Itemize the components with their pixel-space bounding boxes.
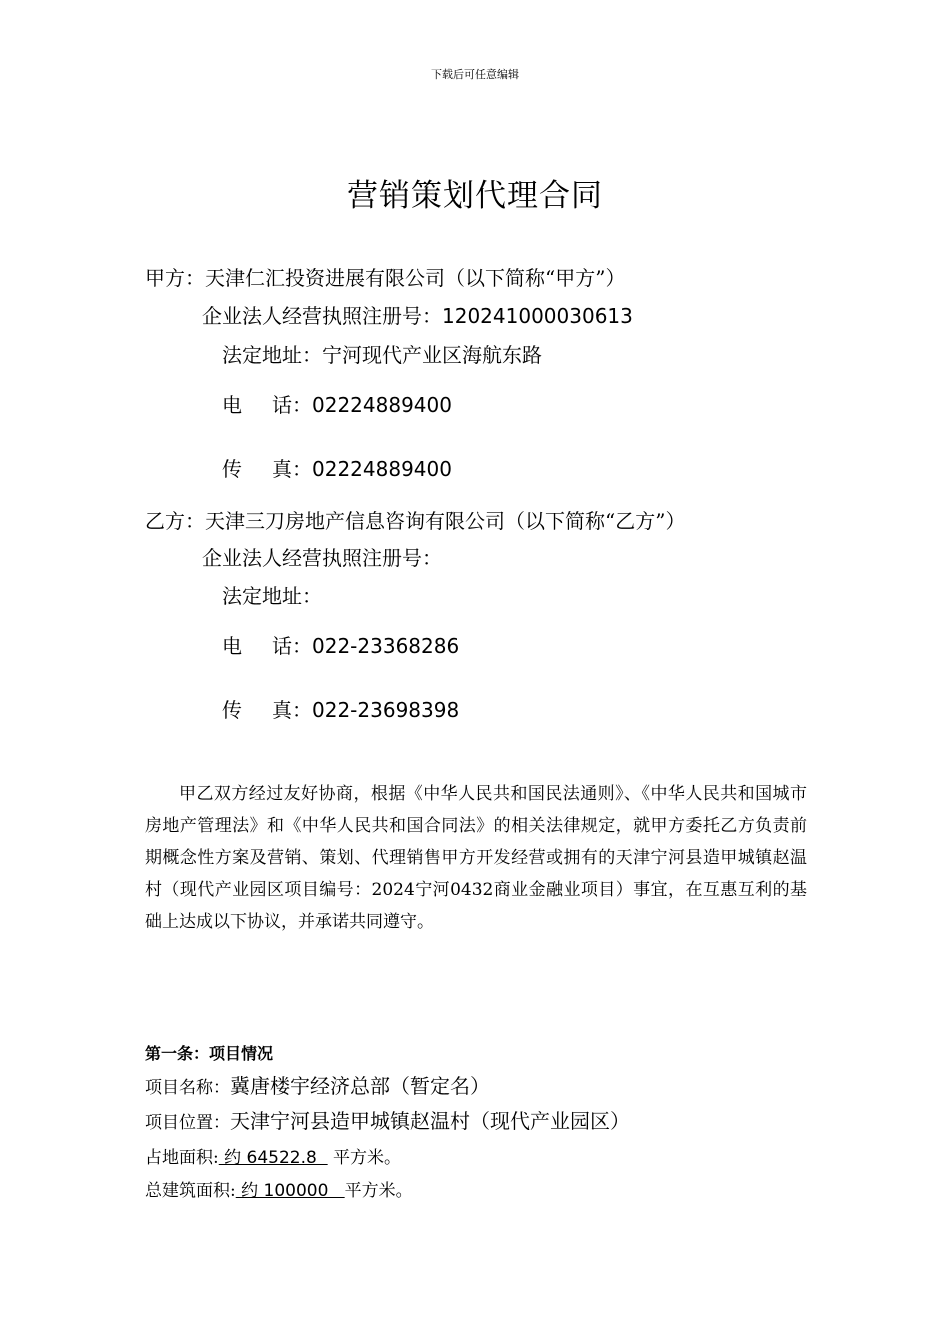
fax-label: 传 — [222, 698, 242, 722]
party-a-phone — [222, 389, 452, 418]
fax-label: 传 — [222, 457, 242, 481]
project-location-row — [145, 1105, 630, 1134]
phone-label-suffix: 话： — [272, 393, 312, 417]
project-name-value: 冀唐楼宇经济总部（暂定名） — [230, 1074, 490, 1098]
phone-number: 02224889400 — [312, 393, 452, 417]
phone-label-suffix: 话： — [272, 634, 312, 658]
party-b-fax — [222, 694, 459, 723]
fax-number: 02224889400 — [312, 457, 452, 481]
party-b-address: 法定地址： — [222, 584, 322, 608]
phone-number: 022-23368286 — [312, 634, 460, 658]
party-a-registration — [202, 300, 633, 329]
registration-label: 企业法人经营执照注册号： — [202, 304, 442, 328]
article-1-heading: 第一条：项目情况 — [145, 1044, 274, 1063]
project-location-value: 天津宁河县造甲城镇赵温村（现代产业园区） — [230, 1109, 630, 1133]
registration-number: 120241000030613 — [442, 304, 633, 328]
building-area-label: 总建筑面积: — [145, 1181, 236, 1201]
party-a-fax — [222, 453, 452, 482]
preamble-block — [145, 778, 807, 938]
fax-label-suffix: 真： — [272, 698, 312, 722]
phone-label: 电 — [222, 634, 242, 658]
party-a-line: 甲方：天津仁汇投资进展有限公司（以下简称“甲方”） — [145, 266, 626, 290]
land-area-row — [145, 1143, 401, 1168]
fax-number: 022-23698398 — [312, 698, 460, 722]
land-area-label: 占地面积: — [145, 1148, 219, 1168]
land-area-value: 约 64522.8 — [218, 1148, 328, 1168]
fax-label-suffix: 真： — [272, 457, 312, 481]
building-area-value: 约 100000 — [235, 1181, 345, 1201]
building-area-row — [145, 1176, 413, 1201]
party-a-address: 法定地址：宁河现代产业区海航东路 — [222, 343, 542, 367]
building-area-unit: 平方米。 — [344, 1181, 413, 1201]
party-b-registration: 企业法人经营执照注册号： — [202, 546, 442, 570]
party-b-line: 乙方：天津三刀房地产信息咨询有限公司（以下简称“乙方”） — [145, 509, 686, 533]
preamble-paragraph: 甲乙双方经过友好协商，根据《中华人民共和国民法通则》、《中华人民共和国城市房地产管理法》和《中华人民共和国合同法》的相关法律规定，就甲方委托乙方负责前期概念性方案及营销、策划、代理销售甲方开发经营或拥有的天津宁河县造甲城镇赵温村（现代产业园区项目编号：2024宁河0432商业金融业项目）事宜，在互惠互利的基础上达成以下协议，并承诺共同遵守。 — [145, 784, 807, 932]
page-header: 下载后可任意编辑 — [431, 68, 519, 81]
document-title: 营销策划代理合同 — [347, 178, 603, 214]
project-name-row — [145, 1070, 490, 1099]
project-location-label: 项目位置： — [145, 1113, 230, 1133]
project-name-label: 项目名称： — [145, 1078, 230, 1098]
land-area-unit: 平方米。 — [327, 1148, 402, 1168]
party-b-phone — [222, 630, 459, 659]
phone-label: 电 — [222, 393, 242, 417]
